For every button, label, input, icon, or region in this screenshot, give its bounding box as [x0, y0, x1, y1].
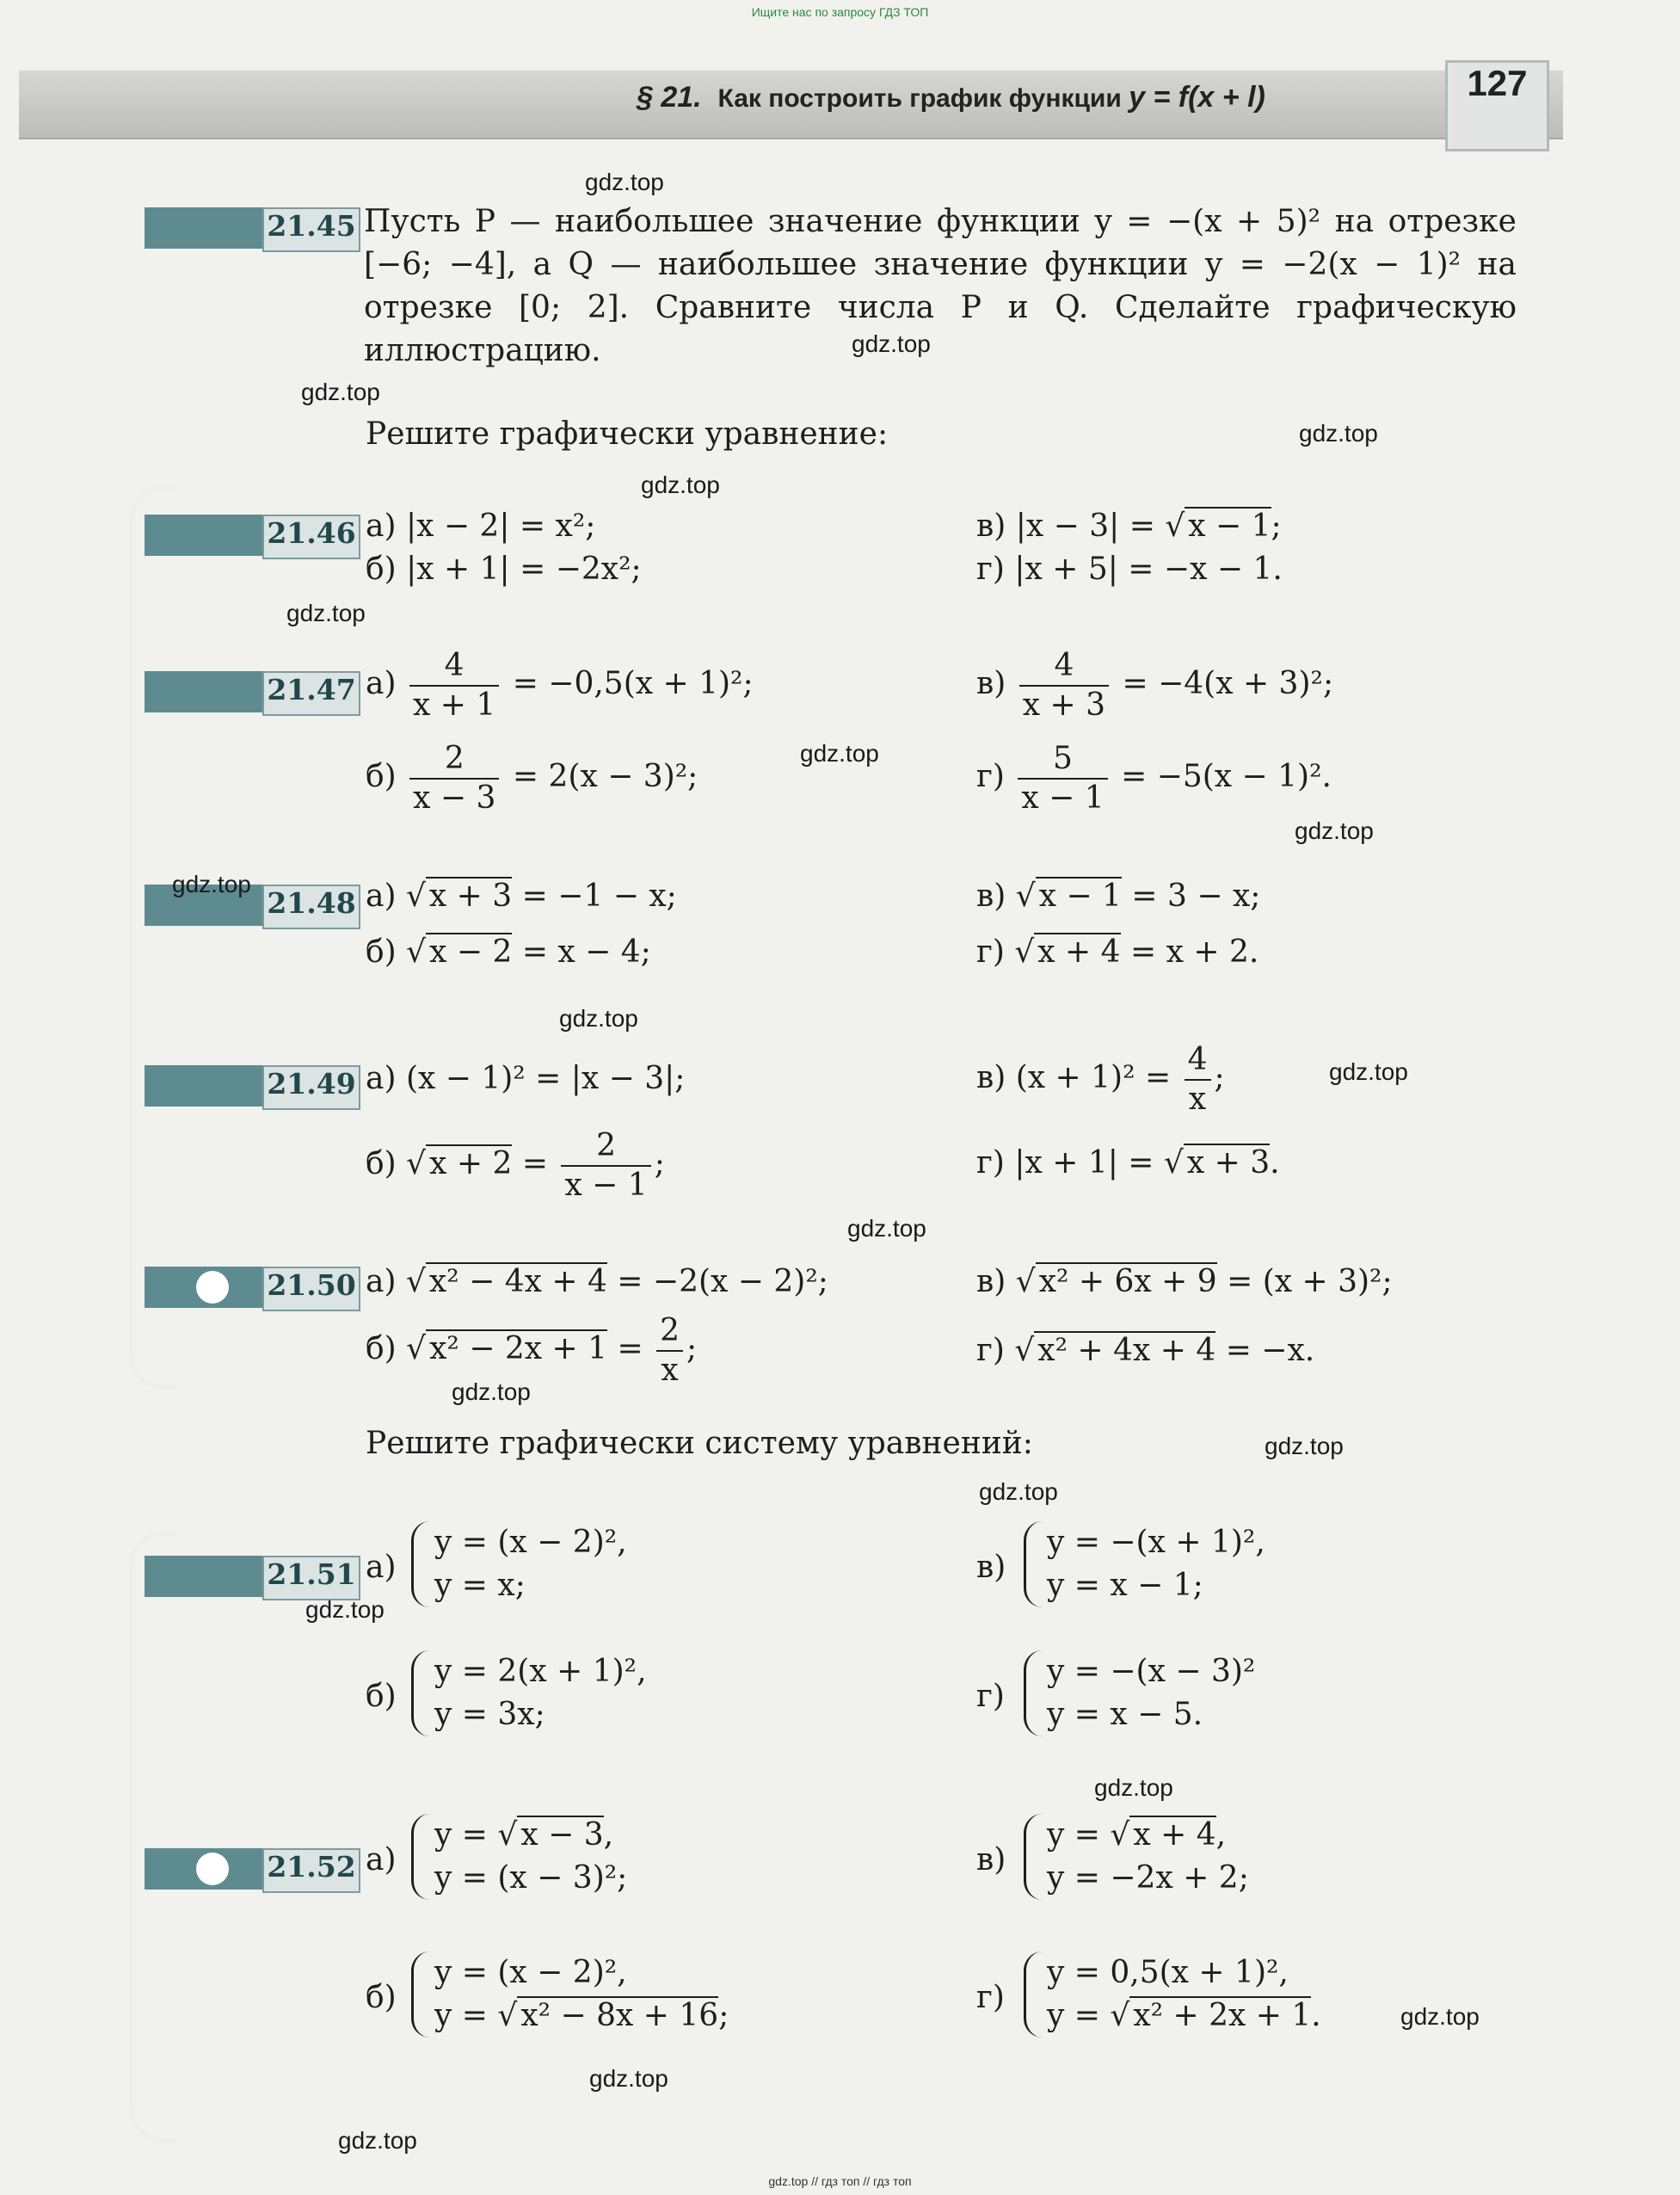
- system-line: y = 2(x + 1)²,: [434, 1654, 647, 1689]
- punct: ,: [1215, 1817, 1227, 1853]
- system-c: [1024, 1814, 1249, 1900]
- problem-number: 21.48: [262, 885, 360, 929]
- item-letter: в): [976, 1842, 1006, 1877]
- line-prefix: y =: [1047, 1998, 1111, 2033]
- watermark: gdz.top: [338, 2127, 417, 2154]
- difficulty-dot-icon: [196, 1271, 229, 1304]
- numerator: 4: [1019, 647, 1109, 687]
- item-letter: а): [366, 1550, 397, 1585]
- equation-b: б) √ x² − 2x + 1 = $\frac{2}{x}$ ;: [366, 1313, 698, 1388]
- watermark: gdz.top: [1265, 1433, 1344, 1459]
- fraction: [1018, 740, 1107, 817]
- radicand: x − 2: [426, 933, 512, 970]
- equation-rhs: = −5(x − 1)².: [1121, 759, 1332, 794]
- watermark: gdz.top: [559, 1005, 638, 1032]
- system-b: [411, 1951, 729, 2038]
- denominator: x: [661, 1353, 679, 1388]
- radicand: x + 3: [426, 877, 512, 914]
- equation-rhs: = x − 4;: [512, 934, 651, 970]
- system-line: y = x − 1;: [1047, 1568, 1203, 1603]
- denominator: x + 1: [412, 687, 496, 723]
- watermark: gdz.top: [589, 2065, 668, 2092]
- radicand: x² + 2x + 1: [1129, 1996, 1311, 2033]
- top-banner: Ищите нас по запросу ГДЗ ТОП: [751, 5, 929, 19]
- watermark: gdz.top: [847, 1215, 926, 1242]
- numerator: 4: [409, 647, 499, 687]
- fraction: [1185, 1041, 1211, 1119]
- item-letter: в): [976, 1264, 1006, 1299]
- punct: ;: [686, 1331, 698, 1366]
- punct: ;: [1214, 1060, 1225, 1095]
- equation-d: г) √ x + 4 = x + 2.: [976, 934, 1259, 970]
- denominator: x − 1: [564, 1168, 648, 1203]
- system-line: y = (x − 2)²,: [434, 1955, 627, 1990]
- equation-rhs: = 2(x − 3)²;: [512, 759, 698, 794]
- equation-d: [976, 740, 1332, 817]
- item-letter: а): [366, 1264, 397, 1299]
- footer: gdz.top // гдз топ // гдз топ: [768, 2174, 912, 2188]
- equation-c: [976, 647, 1333, 724]
- radicand: x² − 4x + 4: [426, 1262, 607, 1299]
- equation-rhs: = (x + 3)²;: [1216, 1264, 1393, 1299]
- watermark: gdz.top: [1400, 2003, 1480, 2030]
- problem-number: 21.49: [262, 1065, 360, 1110]
- numerator: 5: [1018, 740, 1107, 780]
- system-line: y = 3x;: [434, 1697, 545, 1732]
- problem-number: 21.46: [262, 515, 360, 559]
- system-line: y = √ x − 3,: [434, 1817, 614, 1853]
- equation-c: в) √ x − 1 = 3 − x;: [976, 879, 1261, 914]
- radicand: x² + 4x + 4: [1034, 1331, 1215, 1368]
- watermark: gdz.top: [641, 472, 720, 498]
- watermark: gdz.top: [286, 600, 366, 626]
- radicand: x + 4: [1129, 1816, 1215, 1853]
- numerator: 4: [1185, 1041, 1211, 1081]
- radicand: x² − 8x + 16: [517, 1996, 718, 2033]
- equation-c-text: в) |x − 3| =: [976, 509, 1166, 544]
- item-letter: б): [366, 1146, 397, 1181]
- denominator: x − 1: [1021, 780, 1105, 816]
- equation-rhs: = −4(x + 3)²;: [1122, 666, 1334, 701]
- equation-b: б) √ x − 2 = x − 4;: [366, 934, 651, 970]
- equation-c-text: в) (x + 1)² =: [976, 1060, 1181, 1095]
- watermark: gdz.top: [1329, 1058, 1408, 1085]
- fraction: [656, 1312, 683, 1390]
- watermark: gdz.top: [979, 1478, 1058, 1505]
- system-d: [1024, 1650, 1255, 1736]
- difficulty-dot-icon: [196, 1853, 229, 1885]
- item-letter: г): [976, 1333, 1005, 1368]
- item-letter: в): [976, 879, 1006, 914]
- item-letter: г): [976, 934, 1005, 970]
- system-a: [411, 1521, 627, 1607]
- equation-c: [976, 1041, 1225, 1119]
- equation-d-text: г) |x + 1| =: [976, 1145, 1164, 1181]
- section-number: § 21.: [637, 81, 702, 114]
- problem-number: 21.50: [262, 1267, 360, 1311]
- section-title-formula: y = f(x + l): [1129, 81, 1265, 114]
- equation-a: а) (x − 1)² = |x − 3|;: [366, 1061, 686, 1096]
- system-line: y = √ x² − 8x + 16;: [434, 1998, 729, 2033]
- system-line: y = (x − 3)²;: [434, 1860, 628, 1896]
- line-prefix: y =: [1047, 1817, 1111, 1853]
- radicand: x² − 2x + 1: [426, 1329, 607, 1366]
- left-bracket: [129, 486, 176, 1390]
- equation-rhs: = −0,5(x + 1)²;: [512, 666, 754, 701]
- equation-b: б) |x + 1| = −2x²;: [366, 552, 642, 587]
- watermark: gdz.top: [301, 379, 380, 405]
- left-bracket: [129, 1532, 176, 2143]
- punct: ;: [654, 1146, 665, 1181]
- item-letter: б): [366, 759, 397, 794]
- radicand: x + 4: [1034, 933, 1120, 970]
- system-line: y = −(x + 1)²,: [1047, 1525, 1265, 1560]
- section-title-text: Как построить график функции: [717, 84, 1129, 113]
- equation-d: г) √ x² + 4x + 4 = −x.: [976, 1333, 1315, 1368]
- numerator: 2: [656, 1312, 683, 1352]
- system-a: [411, 1814, 627, 1900]
- equation-rhs: = −x.: [1215, 1333, 1315, 1368]
- denominator: x − 3: [413, 780, 496, 816]
- punct: ;: [718, 1998, 729, 2033]
- system-line: y = 0,5(x + 1)²,: [1047, 1955, 1289, 1990]
- section-title: [637, 81, 1265, 114]
- page-number: 127: [1445, 60, 1549, 151]
- system-line: y = x − 5.: [1047, 1697, 1203, 1732]
- punct: .: [1270, 1145, 1280, 1181]
- system-c: [1024, 1521, 1265, 1607]
- instruction-heading: Решите графически уравнение:: [366, 416, 889, 452]
- equation-c: в) √ x² + 6x + 9 = (x + 3)²;: [976, 1264, 1393, 1299]
- item-letter: б): [366, 1679, 397, 1714]
- watermark: gdz.top: [1295, 817, 1374, 844]
- item-letter: б): [366, 934, 397, 970]
- watermark: gdz.top: [305, 1596, 385, 1623]
- watermark: gdz.top: [852, 330, 931, 357]
- radicand: x + 2: [426, 1144, 512, 1181]
- equation-d: г) |x + 5| = −x − 1.: [976, 552, 1283, 587]
- item-letter: в): [976, 1550, 1006, 1585]
- system-d: [1024, 1951, 1321, 2038]
- system-line: y = x;: [434, 1568, 526, 1603]
- item-letter: в): [976, 666, 1006, 701]
- watermark: gdz.top: [172, 871, 251, 897]
- fraction: [1019, 647, 1109, 724]
- equation-a: [366, 647, 754, 724]
- item-letter: г): [976, 1980, 1005, 2015]
- equation-d: г) |x + 1| = √ x + 3.: [976, 1145, 1280, 1181]
- punct: .: [1311, 1998, 1321, 2033]
- equation-rhs: = 3 − x;: [1121, 879, 1261, 914]
- denominator: x + 3: [1022, 687, 1106, 723]
- numerator: 2: [409, 740, 499, 780]
- system-line: y = √ x² + 2x + 1.: [1047, 1998, 1321, 2033]
- equation-rhs: = −2(x − 2)²;: [606, 1264, 828, 1299]
- radicand: x + 3: [1184, 1144, 1270, 1181]
- system-line: y = √ x + 4,: [1047, 1817, 1227, 1853]
- watermark: gdz.top: [1094, 1774, 1173, 1801]
- denominator: x: [1188, 1082, 1207, 1117]
- problem-number: 21.51: [262, 1556, 360, 1600]
- system-line: y = −2x + 2;: [1047, 1860, 1249, 1896]
- item-letter: а): [366, 879, 397, 914]
- item-letter: г): [976, 759, 1005, 794]
- equation-b: [366, 740, 698, 817]
- equation-a: а) |x − 2| = x²;: [366, 509, 596, 544]
- radicand: x − 1: [1036, 877, 1122, 914]
- line-prefix: y =: [434, 1817, 498, 1853]
- system-b: [411, 1650, 647, 1736]
- item-letter: б): [366, 1980, 397, 2015]
- punct: ,: [603, 1817, 614, 1853]
- fraction: [561, 1127, 650, 1205]
- system-line: y = −(x − 3)²: [1047, 1654, 1256, 1689]
- problem-number: 21.52: [262, 1848, 360, 1893]
- equation-a: а) √ x² − 4x + 4 = −2(x − 2)²;: [366, 1264, 828, 1299]
- watermark: gdz.top: [1299, 420, 1378, 447]
- equation-rhs: = −1 − x;: [512, 879, 677, 914]
- instruction-heading: Решите графически систему уравнений:: [366, 1426, 1033, 1461]
- radicand: x − 1: [1185, 507, 1271, 544]
- fraction: [409, 740, 499, 817]
- problem-number: 21.47: [262, 671, 360, 716]
- item-letter: г): [976, 1679, 1005, 1714]
- item-letter: б): [366, 1331, 397, 1366]
- equation-a: а) √ x + 3 = −1 − x;: [366, 879, 677, 914]
- radicand: x² + 6x + 9: [1036, 1262, 1217, 1299]
- equation-c: в) |x − 3| = √ x − 1;: [976, 509, 1282, 544]
- equals: =: [512, 1146, 558, 1181]
- item-letter: а): [366, 1842, 397, 1877]
- watermark: gdz.top: [800, 740, 879, 767]
- line-prefix: y =: [434, 1998, 498, 2033]
- problem-text: Пусть P — наибольшее значение функции y = −(x + 5)² на отрезке [−6; −4], а Q — наибольшее значение функции y = −2(x − 1)² на отрезке [0; 2]. Сравните числа P и Q. Сделайте графическую иллюстрацию.: [364, 204, 1517, 368]
- fraction: [409, 647, 499, 724]
- equals: =: [607, 1331, 654, 1366]
- equation-rhs: = x + 2.: [1120, 934, 1259, 970]
- radicand: x − 3: [517, 1816, 603, 1853]
- watermark: gdz.top: [585, 169, 664, 195]
- watermark: gdz.top: [452, 1378, 531, 1405]
- item-letter: а): [366, 666, 397, 701]
- system-line: y = (x − 2)²,: [434, 1525, 627, 1560]
- equation-b: б) √ x + 2 = $\frac{2}{x - 1}$ ;: [366, 1128, 665, 1203]
- problem-number: 21.45: [262, 207, 360, 252]
- numerator: 2: [561, 1127, 650, 1167]
